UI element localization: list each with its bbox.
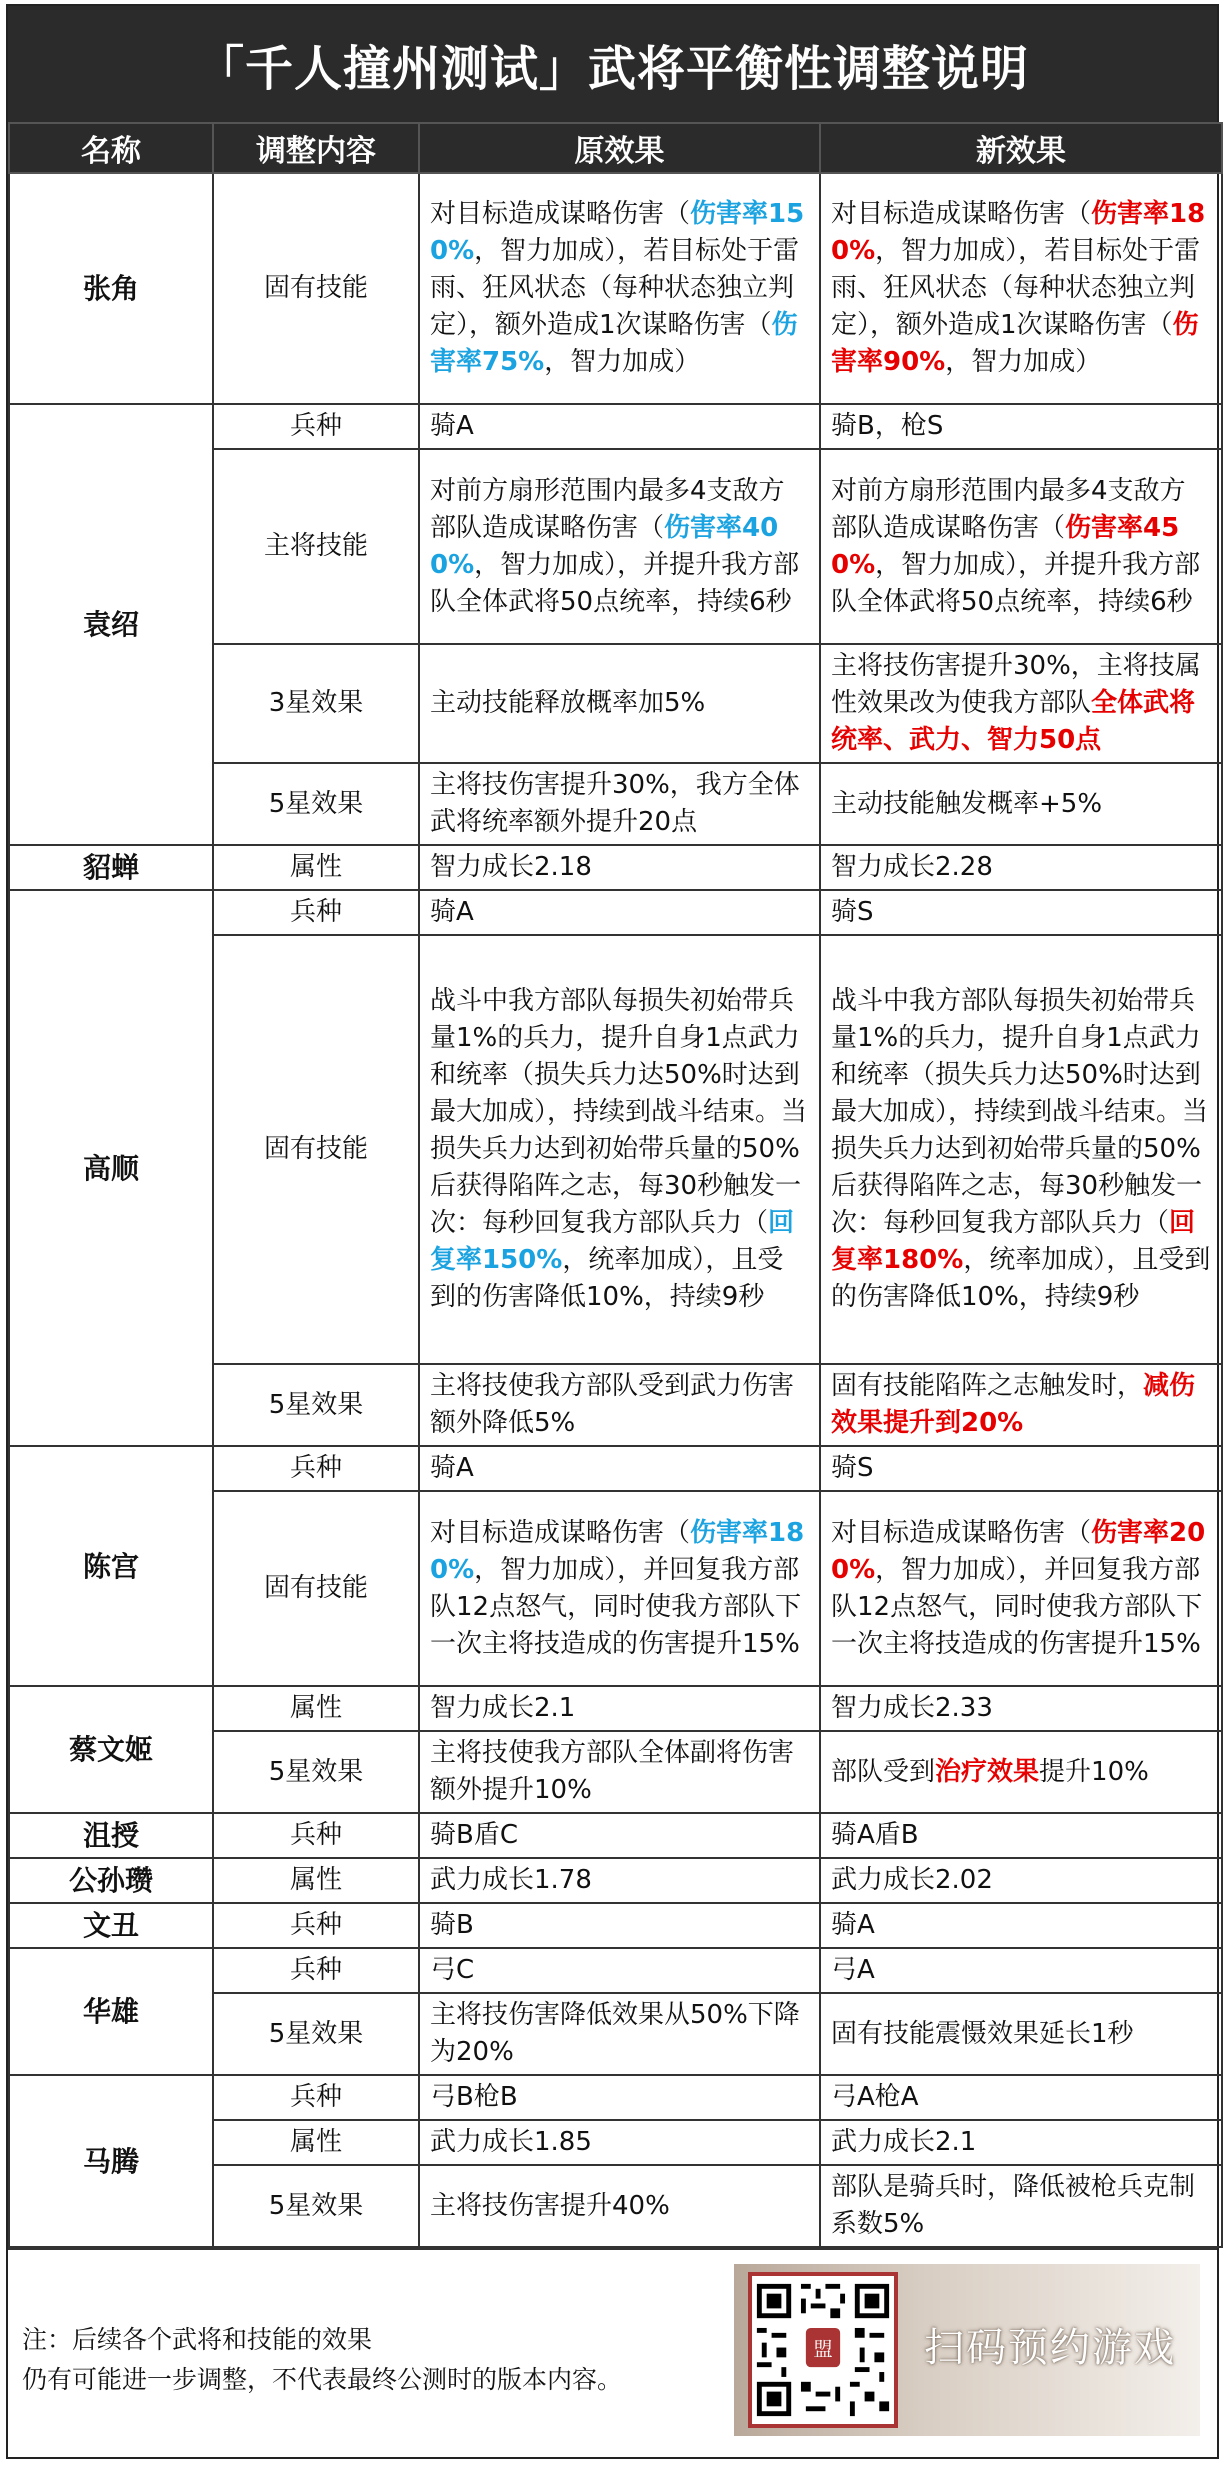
new-effect [820, 890, 1222, 935]
adjust-item: 5星效果 [213, 763, 419, 845]
effect-text: 部队是骑兵时，降低被枪兵克制系数5% [831, 2172, 1196, 2239]
new-effect [820, 1686, 1222, 1731]
effect-text: 骑S [831, 1453, 874, 1483]
adjust-item: 兵种 [213, 1903, 419, 1948]
table-row [9, 173, 1222, 404]
effect-text: 对前方扇形范围内最多4支敌方部队造成谋略伤害（ [831, 475, 1186, 543]
adjust-item: 兵种 [213, 1948, 419, 1993]
page-title: 「千人撞州测试」武将平衡性调整说明 [195, 40, 1029, 97]
effect-text: 骑B，枪S [831, 411, 944, 441]
highlight-value: 回复率180% [831, 1208, 1196, 1275]
adjust-item: 兵种 [213, 404, 419, 449]
effect-text: 智力成长2.1 [430, 1693, 576, 1723]
highlight-value: 伤害率75% [430, 310, 798, 377]
general-name: 高顺 [9, 890, 213, 1446]
highlight-value: 回复率150% [430, 1208, 795, 1275]
qr-caption[interactable]: 扫码预约游戏 [924, 2325, 1176, 2371]
old-effect [419, 404, 820, 449]
page [6, 4, 1219, 2459]
effect-text: 骑A [430, 1453, 474, 1483]
effect-text: 主将技伤害提升30%，主将技属性效果改为使我方部队 [831, 651, 1201, 718]
effect-text: ，智力加成），若目标处于雷雨、狂风状态（每种状态独立判定），额外造成1次谋略伤害（ [430, 236, 800, 340]
old-effect [419, 449, 820, 644]
effect-text: 对目标造成谋略伤害（ [831, 199, 1092, 229]
effect-text: 智力成长2.18 [430, 852, 592, 882]
general-name: 沮授 [9, 1813, 213, 1858]
footer-note [22, 2320, 622, 2400]
new-effect [820, 1491, 1222, 1686]
effect-text: 固有技能震慑效果延长1秒 [831, 2018, 1134, 2049]
effect-text: 提升10% [1039, 1756, 1149, 1787]
effect-text: 主将技伤害提升40% [430, 2190, 670, 2221]
old-effect [419, 1993, 820, 2075]
general-name: 文丑 [9, 1903, 213, 1948]
adjust-item: 3星效果 [213, 644, 419, 763]
new-effect [820, 173, 1222, 404]
table-row [9, 1446, 1222, 1491]
old-effect [419, 1858, 820, 1903]
highlight-value: 伤害率180% [430, 1517, 805, 1585]
effect-text: 骑A [430, 897, 474, 927]
new-effect [820, 404, 1222, 449]
effect-text: ，智力加成），并回复我方部队12点怒气，同时使我方部队下一次主将技造成的伤害提升15% [831, 1554, 1203, 1659]
adjust-item: 兵种 [213, 1813, 419, 1858]
table-row [9, 1686, 1222, 1731]
old-effect [419, 644, 820, 763]
effect-text: 对前方扇形范围内最多4支敌方部队造成谋略伤害（ [430, 475, 785, 543]
highlight-value: 治疗效果 [935, 1756, 1040, 1787]
effect-text: 弓B枪B [430, 2082, 518, 2112]
general-name: 华雄 [9, 1948, 213, 2075]
old-effect [419, 1364, 820, 1446]
effect-text: 主动技能触发概率+5% [831, 788, 1103, 819]
old-effect [419, 173, 820, 404]
new-effect [820, 1858, 1222, 1903]
old-effect [419, 890, 820, 935]
adjust-item: 5星效果 [213, 1993, 419, 2075]
header-item: 调整内容 [213, 123, 419, 173]
header-old: 原效果 [419, 123, 820, 173]
old-effect [419, 935, 820, 1364]
adjust-item: 固有技能 [213, 173, 419, 404]
effect-text: 战斗中我方部队每损失初始带兵量1%的兵力，提升自身1点武力和统率（损失兵力达50%时达到最大加成），持续到战斗结束。当损失兵力达到初始带兵量的50%后获得陷阵之志，每30秒触发一次：每秒回复我方部队兵力（ [831, 986, 1209, 1238]
old-effect [419, 1903, 820, 1948]
table-row [9, 1948, 1222, 1993]
qr-banner[interactable] [734, 2264, 1200, 2436]
new-effect [820, 2165, 1222, 2247]
highlight-value: 减伤效果提升到20% [831, 1371, 1196, 1438]
table-row [9, 404, 1222, 449]
effect-text: ，统率加成），且受到的伤害降低10%，持续9秒 [831, 1245, 1211, 1312]
effect-text: 骑A盾B [831, 1820, 919, 1850]
note-line-2: 仍有可能进一步调整，不代表最终公测时的版本内容。 [22, 2365, 623, 2394]
table-row [9, 890, 1222, 935]
highlight-value: 伤害率180% [831, 199, 1206, 266]
effect-text: ，统率加成），且受到的伤害降低10%，持续9秒 [430, 1245, 784, 1312]
adjust-item: 兵种 [213, 2075, 419, 2120]
effect-text: 战斗中我方部队每损失初始带兵量1%的兵力，提升自身1点武力和统率（损失兵力达50%时达到最大加成），持续到战斗结束。当损失兵力达到初始带兵量的50%后获得陷阵之志，每30秒触发一次：每秒回复我方部队兵力（ [430, 986, 808, 1238]
new-effect [820, 1731, 1222, 1813]
highlight-value: 伤害率150% [430, 199, 805, 266]
table-row [9, 845, 1222, 890]
table-row [9, 1813, 1222, 1858]
new-effect [820, 1993, 1222, 2075]
highlight-value: 伤害率200% [831, 1517, 1206, 1585]
adjust-item: 属性 [213, 2120, 419, 2165]
footer [8, 2248, 1217, 2450]
old-effect [419, 2120, 820, 2165]
effect-text: 骑A [831, 1910, 875, 1940]
table-header-row [9, 123, 1222, 173]
old-effect [419, 1446, 820, 1491]
effect-text: ，智力加成），并回复我方部队12点怒气，同时使我方部队下一次主将技造成的伤害提升15% [430, 1554, 802, 1659]
adjust-item: 兵种 [213, 890, 419, 935]
highlight-value: 伤害率400% [430, 512, 779, 580]
old-effect [419, 2165, 820, 2247]
adjust-item: 属性 [213, 845, 419, 890]
new-effect [820, 763, 1222, 845]
effect-text: 主将技伤害降低效果从50%下降为20% [430, 2000, 800, 2067]
table-row [9, 2075, 1222, 2120]
general-name: 袁绍 [9, 404, 213, 845]
highlight-value: 伤害率450% [831, 512, 1180, 580]
effect-text: 弓A [831, 1955, 875, 1985]
table-row [9, 1903, 1222, 1948]
effect-text: 对目标造成谋略伤害（ [430, 199, 691, 229]
adjust-item: 固有技能 [213, 935, 419, 1364]
adjustment-table [8, 122, 1223, 2248]
old-effect [419, 763, 820, 845]
new-effect [820, 1813, 1222, 1858]
new-effect [820, 1948, 1222, 1993]
new-effect [820, 449, 1222, 644]
general-name: 张角 [9, 173, 213, 404]
effect-text: 骑A [430, 411, 474, 441]
note-line-1: 注：后续各个武将和技能的效果 [22, 2325, 373, 2354]
effect-text: 主动技能释放概率加5% [430, 688, 706, 718]
effect-text: 弓C [430, 1955, 475, 1985]
highlight-value: 全体武将统率、武力、智力50点 [831, 688, 1196, 755]
adjust-item: 主将技能 [213, 449, 419, 644]
new-effect [820, 1903, 1222, 1948]
effect-text: 智力成长2.28 [831, 852, 993, 882]
old-effect [419, 1813, 820, 1858]
new-effect [820, 1364, 1222, 1446]
effect-text: 主将技使我方部队受到武力伤害额外降低5% [430, 1371, 795, 1438]
general-name: 蔡文姬 [9, 1686, 213, 1813]
new-effect [820, 935, 1222, 1364]
adjust-item: 5星效果 [213, 1364, 419, 1446]
effect-text: 智力成长2.33 [831, 1693, 993, 1723]
effect-text: ，智力加成），并提升我方部队全体武将50点统率，持续6秒 [430, 549, 800, 617]
adjust-item: 5星效果 [213, 1731, 419, 1813]
highlight-value: 伤害率90% [831, 310, 1199, 377]
effect-text: 弓A枪A [831, 2082, 919, 2112]
effect-text: ，智力加成） [945, 347, 1102, 377]
effect-text: 部队受到 [831, 1756, 936, 1787]
new-effect [820, 1446, 1222, 1491]
table-row [9, 1858, 1222, 1903]
general-name: 陈宫 [9, 1446, 213, 1686]
header-new: 新效果 [820, 123, 1222, 173]
old-effect [419, 1731, 820, 1813]
effect-text: 武力成长1.85 [430, 2127, 592, 2157]
new-effect [820, 845, 1222, 890]
old-effect [419, 1491, 820, 1686]
effect-text: 骑B [430, 1910, 474, 1940]
effect-text: 武力成长2.1 [831, 2127, 977, 2157]
title-bar [8, 6, 1217, 122]
general-name: 马腾 [9, 2075, 213, 2247]
general-name: 貂蝉 [9, 845, 213, 890]
effect-text: 武力成长2.02 [831, 1865, 993, 1895]
svg-text:盟: 盟 [813, 2337, 833, 2361]
adjust-item: 5星效果 [213, 2165, 419, 2247]
effect-text: 对目标造成谋略伤害（ [430, 1517, 691, 1548]
adjust-item: 属性 [213, 1858, 419, 1903]
new-effect [820, 644, 1222, 763]
effect-text: 骑S [831, 897, 874, 927]
adjust-item: 固有技能 [213, 1491, 419, 1686]
effect-text: 对目标造成谋略伤害（ [831, 1517, 1092, 1548]
effect-text: 骑B盾C [430, 1820, 518, 1850]
general-name: 公孙瓒 [9, 1858, 213, 1903]
effect-text: ，智力加成），若目标处于雷雨、狂风状态（每种状态独立判定），额外造成1次谋略伤害（ [831, 236, 1201, 340]
qr-code-icon[interactable] [748, 2272, 898, 2428]
old-effect [419, 845, 820, 890]
effect-text: ，智力加成），并提升我方部队全体武将50点统率，持续6秒 [831, 549, 1201, 617]
effect-text: 固有技能陷阵之志触发时， [831, 1371, 1144, 1401]
adjust-item: 兵种 [213, 1446, 419, 1491]
old-effect [419, 1686, 820, 1731]
effect-text: 武力成长1.78 [430, 1865, 592, 1895]
qr-code-graphic [752, 2276, 894, 2424]
old-effect [419, 2075, 820, 2120]
header-name: 名称 [9, 123, 213, 173]
new-effect [820, 2075, 1222, 2120]
effect-text: ，智力加成） [544, 347, 701, 377]
adjust-item: 属性 [213, 1686, 419, 1731]
effect-text: 主将技伤害提升30%，我方全体武将统率额外提升20点 [430, 770, 800, 837]
old-effect [419, 1948, 820, 1993]
effect-text: 主将技使我方部队全体副将伤害额外提升10% [430, 1738, 795, 1805]
new-effect [820, 2120, 1222, 2165]
